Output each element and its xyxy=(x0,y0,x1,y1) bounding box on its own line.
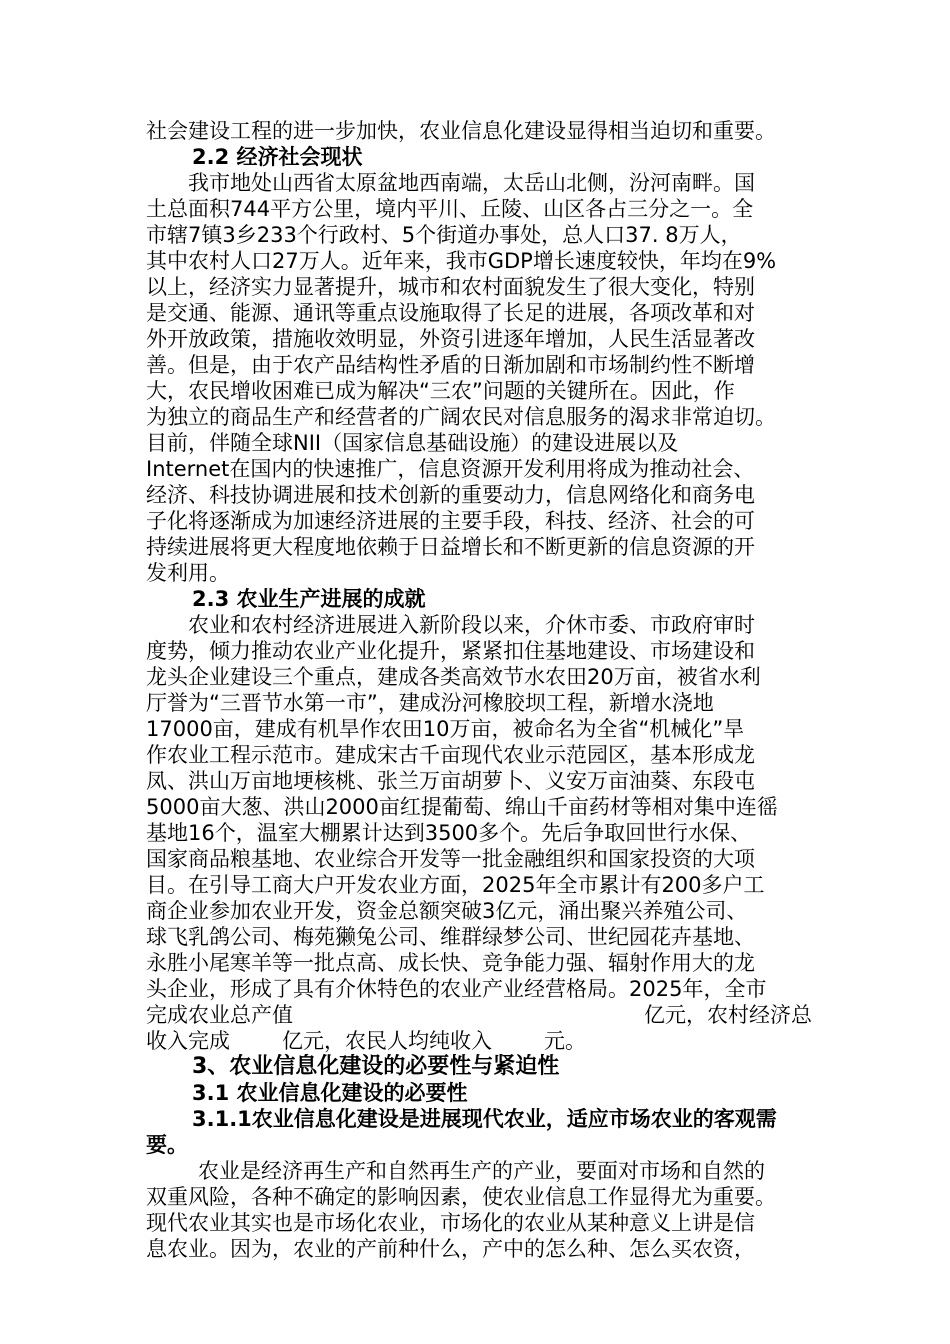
text-line: 目前，伴随全球NII（国家信息基础设施）的建设进展以及 xyxy=(146,431,679,455)
text-line: 我市地处山西省太原盆地西南端，太岳山北侧，汾河南畔。国 xyxy=(188,171,755,195)
text-line: 作农业工程示范市。建成宋古千亩现代农业示范园区，基本形成龙 xyxy=(146,743,755,767)
fill-line-income xyxy=(146,1028,812,1054)
fill-line-right: 亿元，农村经济总 xyxy=(644,1003,812,1027)
text-line: 要。 xyxy=(146,1133,188,1157)
text-line: 基地16个，温室大棚累计达到3500多个。先后争取回世行水保、 xyxy=(146,821,752,845)
text-line: 龙头企业建设三个重点，建成各类高效节水农田20万亩，被省水利 xyxy=(146,665,761,689)
text-line: 善。但是，由于农产品结构性矛盾的日渐加剧和市场制约性不断增 xyxy=(146,353,755,377)
text-line: 头企业，形成了具有介休特色的农业产业经营格局。2025年，全市 xyxy=(146,977,767,1001)
text-line: 市辖7镇3乡233个行政村、5个街道办事处，总人口37. 8万人， xyxy=(146,223,742,247)
text-line: 商企业参加农业开发，资金总额突破3亿元，涌出聚兴养殖公司、 xyxy=(146,899,748,923)
text-line: 农业和农村经济进展进入新阶段以来，介休市委、市政府审时 xyxy=(188,613,755,637)
section-heading: 3.1 农业信息化建设的必要性 xyxy=(192,1081,468,1105)
text-line: 土总面积744平方公里，境内平川、丘陵、山区各占三分之一。全 xyxy=(146,197,754,221)
text-line: 目。在引导工商大户开发农业方面，2025年全市累计有200多户工 xyxy=(146,873,765,897)
text-line: 以上，经济实力显著提升，城市和农村面貌发生了很大变化，特别 xyxy=(146,275,755,299)
fill-line-income-a: 收入完成 xyxy=(146,1029,230,1053)
section-heading: 2.2 经济社会现状 xyxy=(192,145,363,169)
text-line: 永胜小尾寒羊等一批点高、成长快、竞争能力强、辐射作用大的龙 xyxy=(146,951,755,975)
text-line: 度势，倾力推动农业产业化提升，紧紧扣住基地建设、市场建设和 xyxy=(146,639,755,663)
fill-line-income-b: 亿元，农民人均纯收入 xyxy=(282,1029,492,1053)
section-heading: 3、农业信息化建设的必要性与紧迫性 xyxy=(192,1054,560,1079)
section-heading: 3.1.1农业信息化建设是进展现代农业，适应市场农业的客观需 xyxy=(192,1107,777,1131)
text-line: 5000亩大葱、洪山2000亩红提葡萄、绵山千亩药材等相对集中连徭 xyxy=(146,795,778,819)
text-line: 息农业。因为，农业的产前种什么，产中的怎么种、怎么买农资， xyxy=(146,1237,755,1261)
text-line: 国家商品粮基地、农业综合开发等一批金融组织和国家投资的大项 xyxy=(146,847,755,871)
text-line: 现代农业其实也是市场化农业，市场化的农业从某种意义上讲是信 xyxy=(146,1211,755,1235)
document-page xyxy=(146,118,812,1262)
body-text-block xyxy=(146,118,812,1002)
text-line: Internet在国内的快速推广，信息资源开发利用将成为推动社会、 xyxy=(146,457,755,481)
fill-line-output-value xyxy=(146,1002,812,1028)
section-heading: 2.3 农业生产进展的成就 xyxy=(192,587,426,611)
fill-line-income-c: 元。 xyxy=(544,1029,586,1053)
text-line: 凤、洪山万亩地埂核桃、张兰万亩胡萝卜、义安万亩油葵、东段屯 xyxy=(146,769,755,793)
text-line: 其中农村人口27万人。近年来，我市GDP增长速度较快，年均在9% xyxy=(146,249,777,273)
text-line: 外开放政策，措施收效明显，外资引进逐年增加，人民生活显著改 xyxy=(146,327,755,351)
fill-line-left: 完成农业总产值 xyxy=(146,1003,293,1027)
text-line: 17000亩，建成有机旱作农田10万亩，被命名为全省“机械化”旱 xyxy=(146,717,745,741)
text-line: 是交通、能源、通讯等重点设施取得了长足的进展，各项改革和对 xyxy=(146,301,755,325)
text-line: 子化将逐渐成为加速经济进展的主要手段，科技、经济、社会的可 xyxy=(146,509,755,533)
text-line: 球飞乳鸽公司、梅苑獭兔公司、维群绿梦公司、世纪园花卉基地、 xyxy=(146,925,755,949)
text-line: 持续进展将更大程度地依赖于日益增长和不断更新的信息资源的开 xyxy=(146,535,755,559)
text-line: 经济、科技协调进展和技术创新的重要动力，信息网络化和商务电 xyxy=(146,483,755,507)
text-line: 厅誉为“三晋节水第一市”，建成汾河橡胶坝工程，新增水浇地 xyxy=(146,691,714,715)
text-line: 双重风险，各种不确定的影响因素，使农业信息工作显得尤为重要。 xyxy=(146,1185,776,1209)
text-line: 社会建设工程的进一步加快，农业信息化建设显得相当迫切和重要。 xyxy=(146,119,776,143)
text-line: 农业是经济再生产和自然再生产的产业，要面对市场和自然的 xyxy=(198,1159,765,1183)
text-line: 为独立的商品生产和经营者的广阔农民对信息服务的渴求非常迫切。 xyxy=(146,405,776,429)
text-line: 大，农民增收困难已成为解决“三农”问题的关键所在。因此，作 xyxy=(146,379,735,403)
body-text-block-2 xyxy=(146,1054,812,1262)
text-line: 发利用。 xyxy=(146,561,230,585)
